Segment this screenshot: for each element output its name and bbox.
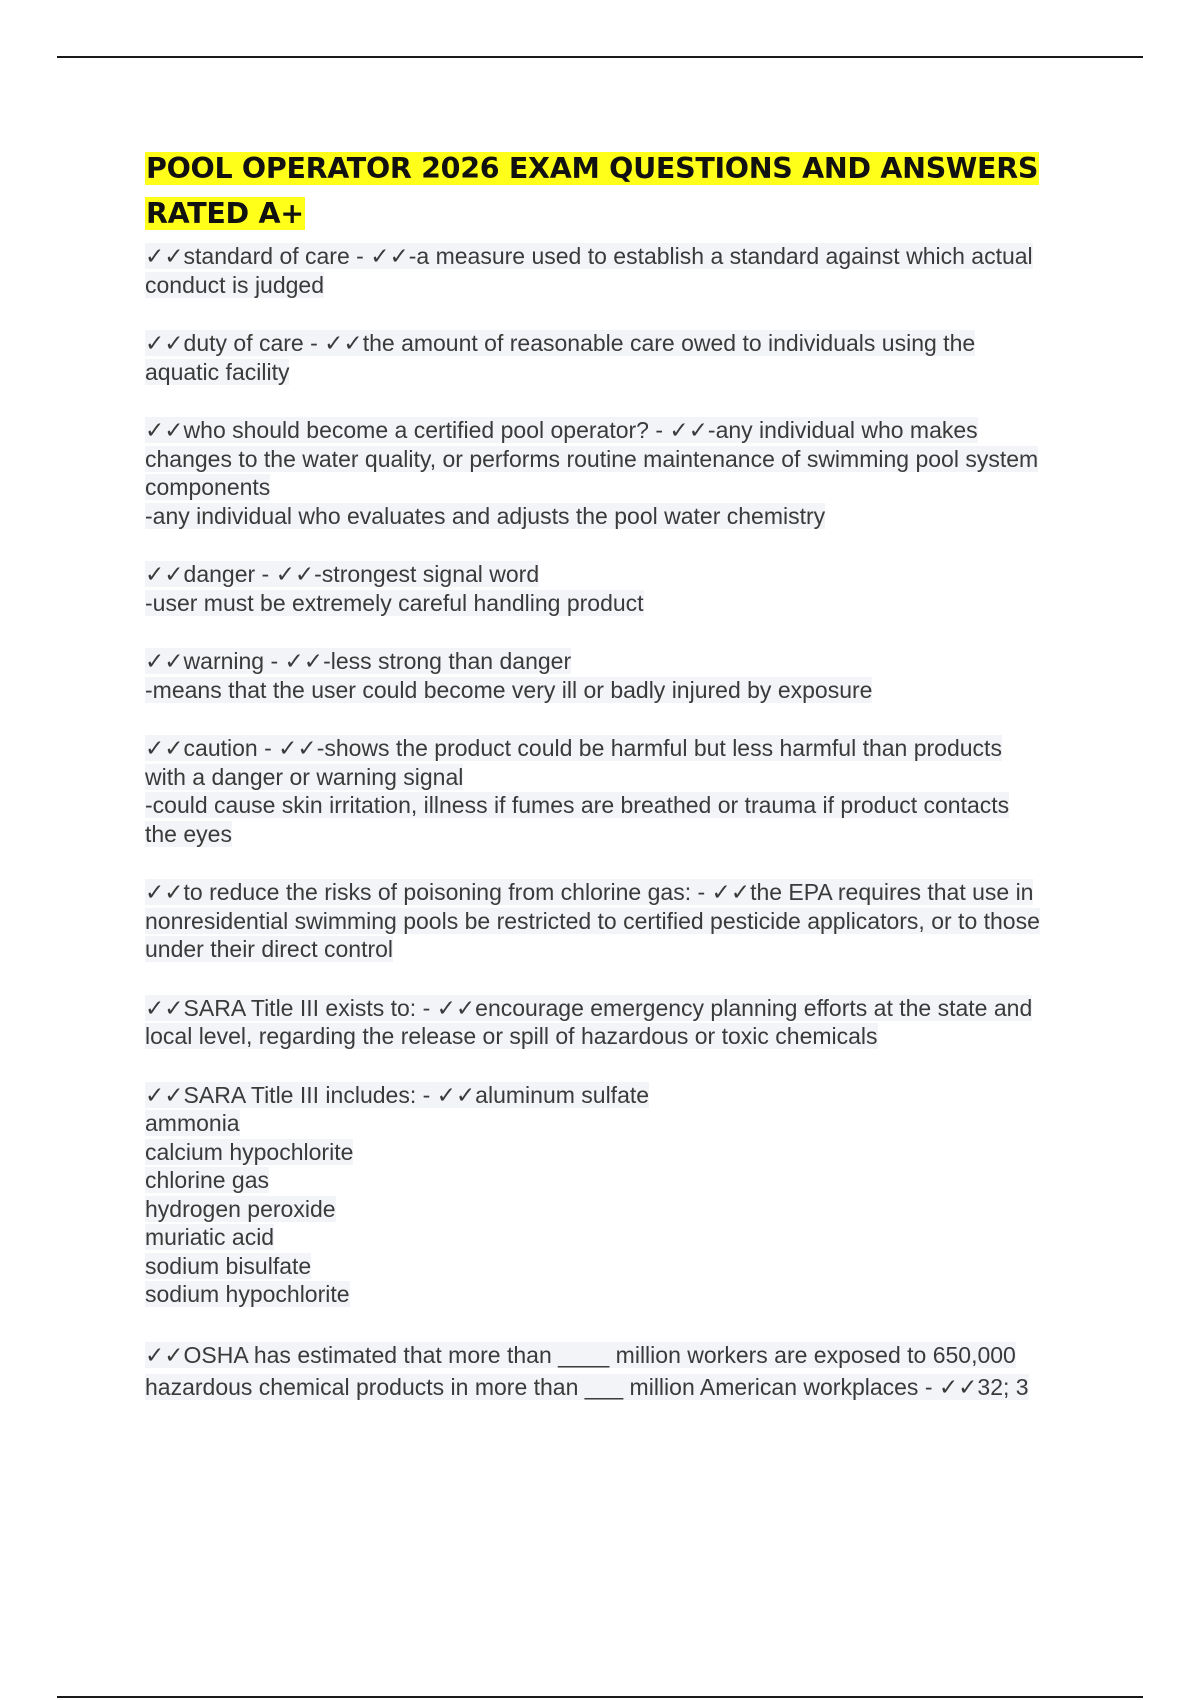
qa-text: ✓✓SARA Title III exists to: - ✓✓encourage emergency planning efforts at the state and xyxy=(145,994,1033,1021)
qa-line xyxy=(145,1280,1095,1309)
qa-text: sodium bisulfate xyxy=(145,1252,312,1279)
qa-line xyxy=(145,473,1095,502)
qa-line xyxy=(145,878,1095,907)
qa-line xyxy=(145,1022,1095,1051)
qa-line xyxy=(145,1252,1095,1281)
title-line-1: POOL OPERATOR 2026 EXAM QUESTIONS AND ANSWERS xyxy=(146,152,1039,185)
qa-text: ammonia xyxy=(145,1110,240,1136)
qa-text: ✓✓to reduce the risks of poisoning from chlorine gas: - ✓✓the EPA requires that use in xyxy=(145,879,1034,905)
qa-line xyxy=(145,1138,1095,1167)
document-body xyxy=(145,146,1095,1433)
qa-line xyxy=(145,416,1095,445)
qa-line xyxy=(145,445,1095,474)
title-line-2: RATED A+ xyxy=(146,197,304,230)
qa-text: ✓✓who should become a certified pool operator? - ✓✓-any individual who makes xyxy=(145,417,978,443)
qa-item-chlorine-gas xyxy=(145,878,1095,964)
qa-item-certified-pool-operator xyxy=(145,416,1095,530)
qa-line xyxy=(145,676,1095,705)
qa-line xyxy=(145,734,1095,763)
qa-text: changes to the water quality, or performs routine maintenance of swimming pool system xyxy=(145,445,1039,472)
qa-line xyxy=(145,560,1095,589)
qa-text: chlorine gas xyxy=(145,1167,270,1193)
qa-text: conduct is judged xyxy=(145,271,325,298)
qa-line xyxy=(145,1081,1095,1110)
qa-item-duty-of-care xyxy=(145,329,1095,386)
qa-text: ✓✓warning - ✓✓-less strong than danger xyxy=(145,648,572,674)
qa-text: ✓✓duty of care - ✓✓the amount of reasonable care owed to individuals using the xyxy=(145,330,976,356)
qa-line xyxy=(145,1195,1095,1224)
qa-text: with a danger or warning signal xyxy=(145,763,464,790)
qa-text: ✓✓OSHA has estimated that more than ____ million workers are exposed to 650,000 xyxy=(145,1341,1016,1368)
qa-line xyxy=(145,935,1095,964)
qa-line xyxy=(145,242,1095,271)
qa-text: calcium hypochlorite xyxy=(145,1138,354,1165)
qa-text: ✓✓standard of care - ✓✓-a measure used to establish a standard against which actual xyxy=(145,243,1033,269)
qa-line xyxy=(145,1109,1095,1138)
qa-text: hydrogen peroxide xyxy=(145,1195,336,1222)
qa-line xyxy=(145,358,1095,387)
qa-line xyxy=(145,994,1095,1023)
qa-item-osha xyxy=(145,1339,1095,1403)
qa-text: -user must be extremely careful handling product xyxy=(145,589,644,616)
qa-text: ✓✓caution - ✓✓-shows the product could be harmful but less harmful than products xyxy=(145,735,1002,761)
qa-text: -means that the user could become very ill or badly injured by exposure xyxy=(145,676,873,703)
qa-line xyxy=(145,1339,1095,1371)
qa-line xyxy=(145,589,1095,618)
qa-text: ✓✓SARA Title III includes: - ✓✓aluminum sulfate xyxy=(145,1081,650,1108)
qa-item-sara-exists xyxy=(145,994,1095,1051)
qa-item-danger xyxy=(145,560,1095,617)
qa-text: components xyxy=(145,474,271,500)
qa-text: sodium hypochlorite xyxy=(145,1281,350,1307)
qa-line xyxy=(145,502,1095,531)
qa-text: ✓✓danger - ✓✓-strongest signal word xyxy=(145,561,540,587)
qa-text: aquatic facility xyxy=(145,358,290,385)
qa-text: -any individual who evaluates and adjusts the pool water chemistry xyxy=(145,502,826,529)
qa-line xyxy=(145,791,1095,820)
qa-text: local level, regarding the release or spill of hazardous or toxic chemicals xyxy=(145,1023,878,1049)
qa-item-sara-includes xyxy=(145,1081,1095,1309)
document-title xyxy=(145,146,1095,236)
bottom-rule xyxy=(57,1696,1143,1698)
qa-line xyxy=(145,329,1095,358)
qa-text: muriatic acid xyxy=(145,1224,275,1250)
qa-text: -could cause skin irritation, illness if fumes are breathed or trauma if product contacts xyxy=(145,792,1010,818)
qa-item-warning xyxy=(145,647,1095,704)
qa-line xyxy=(145,1223,1095,1252)
qa-item-caution xyxy=(145,734,1095,848)
qa-text: under their direct control xyxy=(145,936,394,962)
qa-line xyxy=(145,763,1095,792)
top-rule xyxy=(57,56,1143,58)
qa-text: nonresidential swimming pools be restricted to certified pesticide applicators, or to those xyxy=(145,907,1040,934)
qa-item-standard-of-care xyxy=(145,242,1095,299)
qa-line xyxy=(145,271,1095,300)
qa-line xyxy=(145,1166,1095,1195)
qa-line xyxy=(145,1371,1095,1403)
qa-text: hazardous chemical products in more than ___ million American workplaces - ✓✓32; 3 xyxy=(145,1373,1029,1400)
qa-line xyxy=(145,647,1095,676)
qa-line xyxy=(145,907,1095,936)
qa-line xyxy=(145,820,1095,849)
qa-text: the eyes xyxy=(145,820,232,847)
